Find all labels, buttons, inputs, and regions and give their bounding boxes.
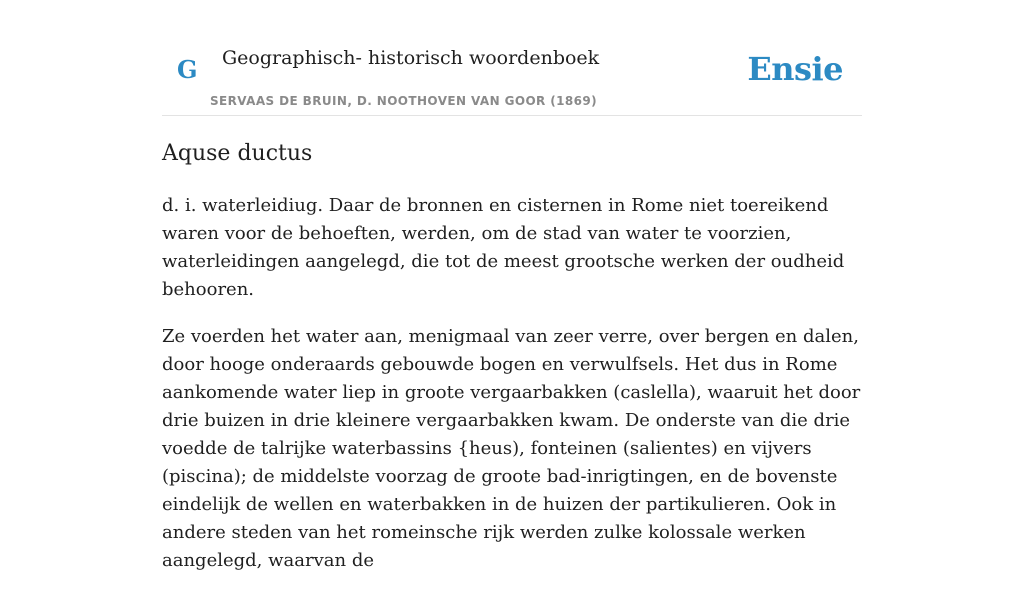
book-authors: SERVAAS DE BRUIN, D. NOOTHOVEN VAN GOOR (1869) bbox=[210, 94, 598, 108]
page bbox=[162, 0, 862, 571]
entry-body bbox=[162, 192, 862, 594]
entry-title: Aquse ductus bbox=[162, 141, 313, 166]
entry-paragraph: Ze voerden het water aan, menigmaal van zeer verre, over bergen en dalen, door hooge onderaards gebouwde bogen en verwulfsels. Het dus in Rome aankomende water liep in groote vergaarbakken (caslella), waaruit het door drie buizen in drie kleinere vergaarbakken kwam. De onderste van die drie voedde de talrijke waterbassins {heus), fonteinen (salientes) en vijvers (piscina); de middelste voorzag de groote bad-inrigtingen, en de bovenste eindelijk de wellen en waterbakken in de huizen der partikulieren. Ook in andere steden van het romeinsche rijk werden zulke kolossale werken aangelegd, waarvan de bbox=[162, 326, 861, 571]
entry-paragraph: d. i. waterleidiug. Daar de bronnen en cisternen in Rome niet toereikend waren voor de behoeften, werden, om de stad van water te voorzien, waterleidingen aangelegd, die tot de meest grootsche werken der oudheid behooren. bbox=[162, 195, 845, 300]
book-title-link[interactable]: Geographisch- historisch woordenboek bbox=[222, 47, 600, 69]
header bbox=[162, 0, 862, 116]
ensie-logo-link[interactable]: Ensie bbox=[747, 50, 843, 88]
book-logo-icon[interactable]: G bbox=[177, 55, 198, 84]
